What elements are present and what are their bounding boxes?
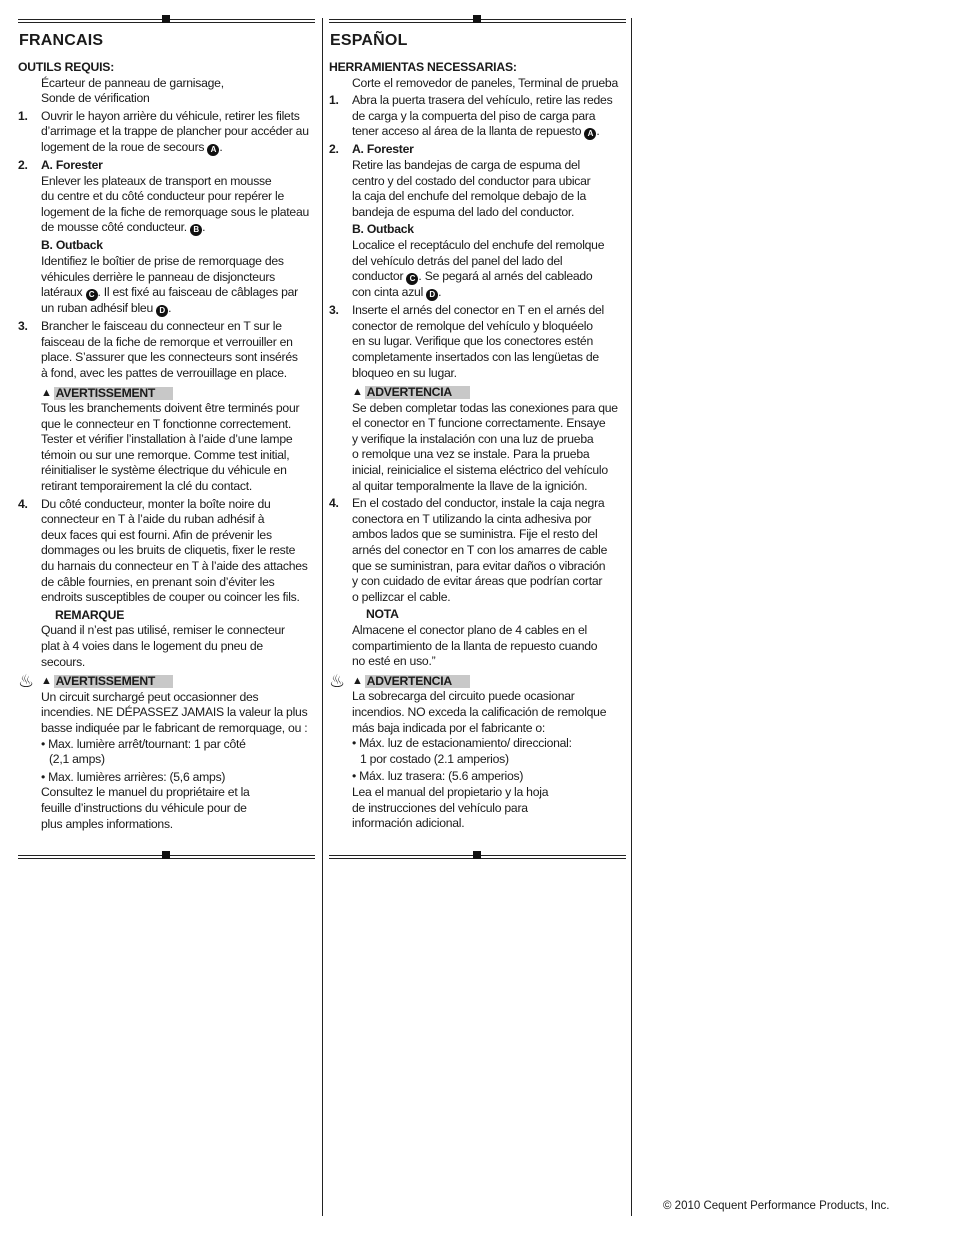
text-line: basse indiquée par le fabricant de remorquage, ou : — [41, 720, 308, 735]
rule-marker — [162, 15, 170, 23]
text-line: Tous les branchements doivent être terminés pour — [41, 401, 300, 416]
text-line: du centre et du côté conducteur pour repérer le — [41, 189, 284, 204]
text-line: inicial, reinicialice el sistema eléctrico del vehículo — [352, 463, 608, 478]
text-line: Consultez le manuel du propriétaire et la — [41, 785, 250, 800]
warning-header — [41, 674, 173, 690]
warning-triangle-icon: ▲ — [41, 386, 52, 399]
text-line: En el costado del conductor, instale la caja negra — [352, 496, 605, 511]
text-line: conectora en T utilizando la cinta adhesiva por — [352, 511, 592, 526]
step-1 — [18, 109, 316, 156]
text-line: o pellizcar el cable. — [352, 589, 451, 604]
text-line: logement de la fiche de remorquage sous le plateau — [41, 204, 309, 219]
text-line: faisceau de la fiche de remorque et verrouiller en — [41, 334, 293, 349]
column-divider-middle — [322, 18, 323, 1216]
text-line: Écarteur de panneau de garnisage, — [41, 75, 224, 90]
text-line: un ruban adhésif bleu D . — [41, 301, 172, 316]
text-line: incendios. NO exceda la calificación de remolque — [352, 704, 607, 719]
text-line: Corte el removedor de paneles, Terminal de prueba — [352, 75, 618, 90]
text-line: Enlever les plateaux de transport en mousse — [41, 173, 272, 188]
text-line: Du côté conducteur, monter la boîte noire du — [41, 496, 271, 511]
text-line: con cinta azul D . — [352, 285, 442, 300]
text-line: du harnais du connecteur en T à l’aide des attaches — [41, 559, 308, 574]
text-line: feuille d’instructions du véhicule pour de — [41, 800, 247, 815]
text-line: compartimiento de la llanta de repuesto cuando — [352, 638, 598, 653]
note-block — [18, 608, 316, 670]
text-fragment: con cinta azul — [352, 285, 424, 300]
reference-badge: C — [86, 289, 98, 301]
step-number: 2. — [18, 157, 28, 172]
reference-badge: D — [426, 289, 438, 301]
tools-list — [18, 76, 316, 107]
step-3 — [329, 303, 627, 381]
step-2 — [329, 142, 627, 301]
text-line: Localice el receptáculo del enchufe del remolque — [352, 237, 605, 252]
text-line: logement de la roue de secours A . — [41, 139, 223, 154]
instructions-body — [18, 60, 316, 832]
text-line: témoin ou sur une remorque. Comme test initial, — [41, 447, 290, 462]
tools-heading: HERRAMIENTAS NECESSARIAS: — [329, 60, 517, 74]
warning-label: AVERTISSEMENT — [54, 387, 173, 400]
text-line: à fond, avec les pattes de verrouillage en place. — [41, 365, 287, 380]
text-line: Un circuit surchargé peut occasionner des — [41, 689, 259, 704]
section-title: ESPAÑOL — [330, 32, 408, 49]
text-line: connecteur en T à l’aide du ruban adhésif à — [41, 512, 265, 527]
rule-marker — [162, 851, 170, 859]
rule-marker — [473, 15, 481, 23]
text-line: conector de remolque del vehículo y bloquéelo — [352, 318, 593, 333]
text-line: plat à 4 voies dans le logement du pneu de — [41, 639, 263, 653]
step-3 — [18, 319, 316, 381]
rule-marker — [473, 851, 481, 859]
text-line: tener acceso al área de la llanta de repuesto A . — [352, 124, 600, 139]
text-line: La sobrecarga del circuito puede ocasionar — [352, 689, 575, 704]
warning-label: ADVERTENCIA — [365, 675, 470, 688]
text-line: no esté en uso.” — [352, 654, 436, 669]
warning-label: AVERTISSEMENT — [54, 675, 173, 688]
text-line: Tester et vérifier l’installation à l’aide d’une lampe — [41, 432, 293, 447]
text-line: endroits susceptibles de couper ou coincer les fils. — [41, 590, 300, 605]
text-line: Inserte el arnés del conector en T en el arnés del — [352, 303, 604, 318]
text-line: Sonde de vérification — [41, 91, 150, 106]
text-line: incendies. NE DÉPASSEZ JAMAIS la valeur la plus — [41, 705, 308, 720]
text-line: y con cuidado de evitar áreas que podrían cortar — [352, 574, 603, 589]
text-line: Identifiez le boîtier de prise de remorquage des — [41, 253, 284, 268]
bullet-item: • Máx. luz trasera: (5.6 amperios) — [352, 769, 524, 784]
bullet-continuation: (2,1 amps) — [49, 752, 105, 767]
step-4 — [329, 496, 627, 605]
warning-triangle-icon: ▲ — [352, 386, 363, 399]
text-line: retirant temporairement la clé du contact. — [41, 479, 253, 494]
subheading-forester: A. Forester — [352, 142, 414, 157]
text-line: de instrucciones del vehículo para — [352, 800, 528, 815]
warning-triangle-icon: ▲ — [41, 675, 52, 688]
text-line: Almacene el conector plano de 4 cables en el — [352, 623, 587, 637]
warning-triangle-icon: ▲ — [352, 674, 363, 687]
step-4 — [18, 497, 316, 606]
step-number: 2. — [329, 142, 339, 157]
text-line: Lea el manual del propietario y la hoja — [352, 784, 549, 799]
text-line: centro y del costado del conductor para ubicar — [352, 173, 591, 188]
text-line — [352, 269, 627, 285]
bullet-continuation: 1 por costado (2.1 amperios) — [360, 751, 509, 766]
text-line: secours. — [41, 654, 86, 669]
text-line: más baja indicada por el fabricante o: — [352, 720, 546, 735]
copyright-notice: © 2010 Cequent Performance Products, Inc. — [663, 1200, 890, 1212]
text-line: ambos lados que se suministra. Fije el resto del — [352, 527, 598, 542]
note-block — [329, 607, 627, 669]
text-line: el conector en T funcione correctamente. Ensaye — [352, 416, 606, 431]
fire-hazard-icon: ♨ — [329, 670, 345, 691]
text-line: place. S’assurer que les connecteurs sont insérés — [41, 350, 298, 365]
text-fragment: de mousse côté conducteur. — [41, 220, 187, 235]
subheading-outback: B. Outback — [352, 222, 414, 237]
text-line: del vehículo detrás del panel del lado del — [352, 253, 563, 268]
text-line: Ouvrir le hayon arrière du véhicule, retirer les filets — [41, 108, 300, 123]
text-line: arnés del conector en T con los amarres de cable — [352, 543, 608, 558]
subheading-outback: B. Outback — [41, 238, 103, 253]
text-fragment: logement de la roue de secours — [41, 139, 205, 154]
step-number: 3. — [18, 319, 28, 334]
warning-header — [41, 386, 173, 402]
text-line: en su lugar. Verifique que los conectores estén — [352, 334, 593, 349]
reference-badge: A — [207, 144, 219, 156]
reference-badge: A — [584, 128, 596, 140]
note-label: NOTA — [366, 607, 399, 622]
warning-block — [18, 385, 316, 495]
text-line: réinitialiser le système électrique du véhicule en — [41, 463, 287, 478]
text-line: que se suministran, para evitar daños o vibración — [352, 558, 606, 573]
reference-badge: C — [406, 273, 418, 285]
text-line: véhicules derrière le panneau de disjoncteurs — [41, 269, 276, 284]
step-number: 3. — [329, 303, 339, 318]
warning-block — [329, 384, 627, 494]
reference-badge: D — [156, 305, 168, 317]
step-2 — [18, 158, 316, 317]
section-title: FRANCAIS — [19, 32, 104, 49]
text-line: al quitar temporalmente la llave de la ignición. — [352, 478, 588, 493]
reference-badge: B — [190, 224, 202, 236]
note-label: REMARQUE — [55, 607, 125, 622]
bottom-rule — [329, 855, 626, 859]
text-fragment: un ruban adhésif bleu — [41, 301, 153, 316]
text-line — [41, 285, 316, 301]
text-line: bandeja de espuma del lado del conductor. — [352, 204, 575, 219]
subheading-forester: A. Forester — [41, 157, 103, 172]
text-fragment: latéraux — [41, 285, 83, 300]
bullet-item: • Max. lumière arrêt/tournant: 1 par côté — [41, 736, 246, 751]
top-rule — [329, 19, 626, 23]
step-number: 4. — [18, 496, 28, 511]
text-line: Se deben completar todas las conexiones para que — [352, 400, 618, 415]
fire-hazard-icon: ♨ — [18, 671, 34, 692]
text-line: deux faces qui est fourni. Afin de prévenir les — [41, 527, 272, 542]
text-line: d’arrimage et la trappe de plancher pour accéder au — [41, 124, 309, 139]
tools-heading: OUTILS REQUIS: — [18, 60, 115, 74]
bullet-item: • Max. lumières arrières: (5,6 amps) — [41, 769, 226, 784]
text-line: dommages ou les bruits de cliquetis, fixer le reste — [41, 543, 296, 558]
text-fragment: . Il est fixé au faisceau de câblages par — [97, 285, 298, 300]
text-line: bloqueo en su lugar. — [352, 365, 457, 380]
top-rule — [18, 19, 315, 23]
fire-warning-block — [18, 673, 316, 832]
tools-list — [329, 76, 627, 92]
text-fragment: . Se pegará al arnés del cableado — [418, 269, 593, 284]
text-line: plus amples informations. — [41, 816, 173, 831]
text-line: o remolque una vez se instale. Para la prueba — [352, 447, 590, 462]
text-line: Quand il n’est pas utilisé, remiser le connecteur — [41, 623, 285, 638]
instructions-body — [329, 60, 627, 832]
text-line: completamente insertados con las lengüetas de — [352, 349, 599, 364]
text-line: de câble fournies, en prenant soin d’éviter les — [41, 574, 275, 589]
text-line: y verifique la instalación con una luz de prueba — [352, 431, 594, 446]
step-number: 1. — [329, 93, 339, 108]
fire-warning-block — [329, 670, 627, 832]
text-line: de carga y la compuerta del piso de carga para — [352, 108, 596, 123]
warning-header — [352, 674, 470, 690]
text-line: la caja del enchufe del remolque debajo de la — [352, 189, 587, 204]
text-line: Retire las bandejas de carga de espuma del — [352, 157, 580, 172]
step-number: 1. — [18, 108, 28, 123]
warning-header — [352, 385, 470, 401]
text-line: información adicional. — [352, 816, 465, 831]
warning-label: ADVERTENCIA — [365, 386, 470, 399]
text-line: Brancher le faisceau du connecteur en T sur le — [41, 319, 282, 334]
bottom-rule — [18, 855, 315, 859]
text-line: de mousse côté conducteur. B . — [41, 220, 206, 235]
text-line: que le connecteur en T fonctionne correctement. — [41, 416, 291, 431]
step-number: 4. — [329, 496, 339, 511]
column-divider-right — [631, 18, 632, 1216]
step-1 — [329, 93, 627, 140]
bullet-item: • Máx. luz de estacionamiento/ direccional: — [352, 736, 572, 751]
text-fragment: conductor — [352, 269, 404, 284]
text-line: Abra la puerta trasera del vehículo, retire las redes — [352, 93, 613, 108]
text-fragment: tener acceso al área de la llanta de repuesto — [352, 124, 582, 139]
